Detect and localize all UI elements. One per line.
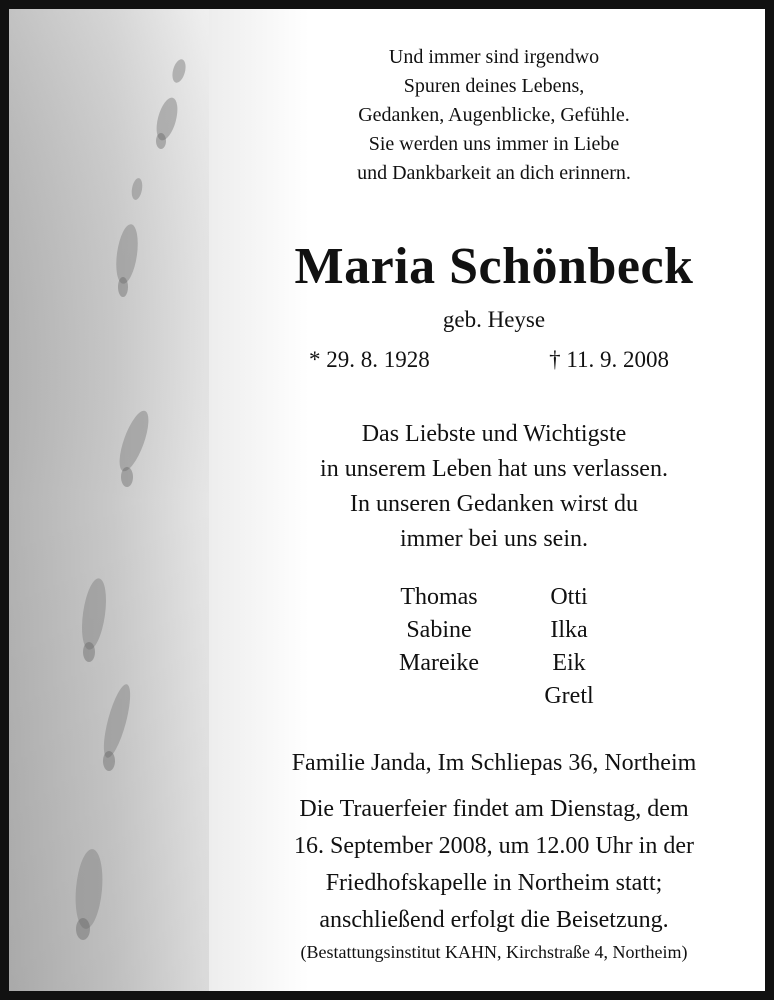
notice-line: Friedhofskapelle in Northeim statt;: [325, 870, 663, 896]
mourner-name: Mareike: [399, 650, 479, 676]
obituary-text: [199, 9, 774, 991]
mourner-name: Sabine: [406, 617, 472, 643]
family-address: Familie Janda, Im Schliepas 36, Northeim: [291, 750, 697, 776]
notice-line: anschließend erfolgt die Beisetzung.: [319, 907, 669, 933]
mourner-name: Eik: [552, 650, 586, 676]
mourner-column-left: [374, 581, 504, 680]
mourner-name: Otti: [550, 584, 588, 610]
undertaker-info: (Bestattungsinstitut KAHN, Kirchstraße 4, Northeim): [300, 942, 688, 962]
mourner-column-right: [504, 581, 634, 713]
verse-line: Das Liebste und Wichtigste: [361, 421, 627, 447]
verse-line: Sie werden uns immer in Liebe: [368, 133, 620, 155]
verse-line: In unseren Gedanken wirst du: [350, 491, 638, 517]
birth-name: geb. Heyse: [442, 307, 546, 332]
verse-line: immer bei uns sein.: [400, 526, 588, 552]
deceased-name: Maria Schönbeck: [294, 238, 694, 295]
verse-line: Und immer sind irgendwo: [388, 46, 600, 68]
verse-line: und Dankbarkeit an dich erinnern.: [357, 162, 631, 184]
verse-line: Gedanken, Augenblicke, Gefühle.: [358, 104, 630, 126]
notice-line: 16. September 2008, um 12.00 Uhr in der: [294, 833, 694, 859]
verse-line: Spuren deines Lebens,: [403, 75, 585, 97]
death-date: † 11. 9. 2008: [549, 347, 669, 372]
verse-line: in unserem Leben hat uns verlassen.: [320, 456, 668, 482]
notice-line: Die Trauerfeier findet am Dienstag, dem: [299, 796, 689, 822]
middle-verse: [269, 417, 719, 557]
opening-verse: [294, 43, 694, 188]
funeral-notice: [239, 791, 749, 939]
mourner-name: Gretl: [544, 683, 594, 709]
birth-date: * 29. 8. 1928: [309, 347, 430, 372]
mourner-name: Thomas: [400, 584, 478, 610]
mourner-name: Ilka: [550, 617, 588, 643]
